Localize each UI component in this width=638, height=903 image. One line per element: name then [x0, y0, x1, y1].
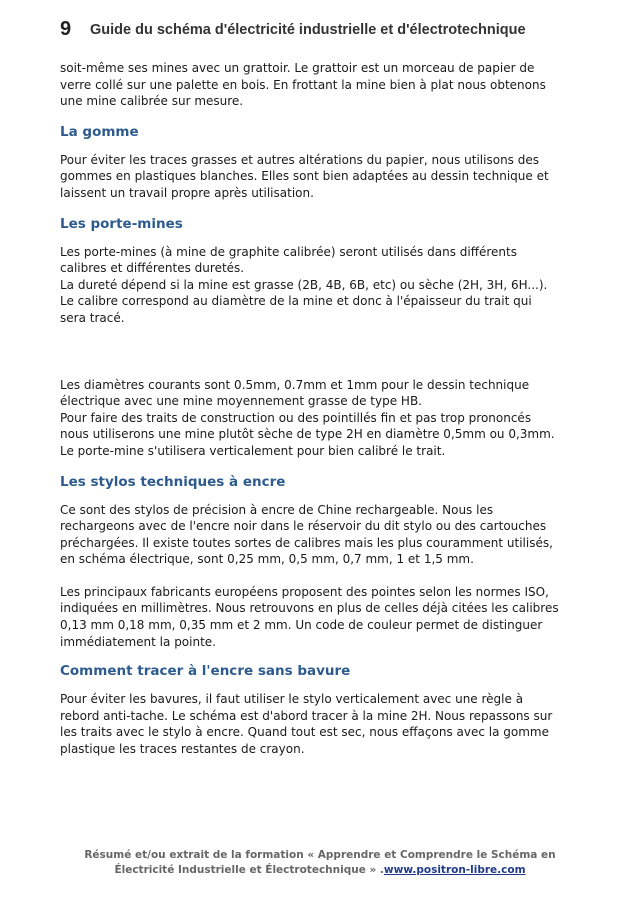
page-content: [60, 60, 560, 758]
footer-line-1: Résumé et/ou extrait de la formation « Apprendre et Comprendre le Schéma en: [84, 849, 556, 861]
page-footer: [40, 848, 600, 878]
porte-mines-line-1: Les porte-mines (à mine de graphite calibrée) seront utilisés dans différents calibres et différentes duretés.: [60, 244, 517, 276]
porte-mines-line-6: Le porte-mine s'utilisera verticalement pour bien calibré le trait.: [60, 443, 446, 458]
porte-mines-line-2: La dureté dépend si la mine est grasse (2B, 4B, 6B, etc) ou sèche (2H, 3H, 6H...).: [60, 277, 548, 292]
header-title: Guide du schéma d'électricité industrielle et d'électrotechnique: [90, 22, 526, 38]
paragraph-tracer: Pour éviter les bavures, il faut utiliser le stylo verticalement avec une règle à rebord anti-tache. Le schéma est d'abord tracer à la mine 2H. Nous repassons sur les traits avec le stylo à encre. Quand tout est sec, nous effaçons avec la gomme plastique les traces restantes de crayon.: [60, 692, 553, 757]
footer-url-link[interactable]: www.positron-libre.com: [383, 864, 526, 876]
intro-paragraph: soit-même ses mines avec un grattoir. Le grattoir est un morceau de papier de verre collé sur une palette en bois. En frottant la mine bien à plat nous obtenons une mine calibrée sur mesure.: [60, 61, 546, 109]
heading-stylos: Les stylos techniques à encre: [60, 473, 286, 490]
porte-mines-line-5: Pour faire des traits de construction ou des pointillés fin et pas trop prononcés nous utiliserons une mine plutôt sèche de type 2H en diamètre 0,5mm ou 0,3mm.: [60, 410, 555, 442]
porte-mines-line-4: Les diamètres courants sont 0.5mm, 0.7mm et 1mm pour le dessin technique électrique avec une mine moyennement grasse de type HB.: [60, 377, 530, 409]
paragraph-gomme: Pour éviter les traces grasses et autres altérations du papier, nous utilisons des gommes en plastiques blanches. Elles sont bien adaptées au dessin technique et laissent un travail propre après utilisation.: [60, 152, 549, 200]
porte-mines-line-3: Le calibre correspond au diamètre de la mine et donc à l'épaisseur du trait qui sera tracé.: [60, 294, 532, 325]
heading-gomme: La gomme: [60, 123, 139, 140]
heading-tracer: Comment tracer à l'encre sans bavure: [60, 663, 351, 680]
paragraph-stylos-2: Les principaux fabricants européens proposent des pointes selon les normes ISO, indiquées en millimètres. Nous retrouvons en plus de celles déjà citées les calibres 0,13 mm 0,18 mm, 0,35 mm et 2 mm. Un code de couleur permet de distinguer immédiatement la pointe.: [60, 584, 559, 649]
paragraph-stylos-1: Ce sont des stylos de précision à encre de Chine rechargeable. Nous les rechargeons avec de l'encre noir dans le réservoir du dit stylo ou des cartouches préchargées. Il existe toutes sortes de calibres mais les plus couramment utilisés, en schéma électrique, sont 0,25 mm, 0,5 mm, 0,7 mm, 1 et 1,5 mm.: [60, 502, 553, 567]
page-header: [60, 17, 580, 43]
footer-line-2-prefix: Électricité Industrielle et Électrotechnique » .: [114, 864, 384, 876]
page-number: 9: [60, 18, 72, 40]
footer-line-2: [40, 863, 600, 878]
heading-porte-mines: Les porte-mines: [60, 215, 183, 232]
